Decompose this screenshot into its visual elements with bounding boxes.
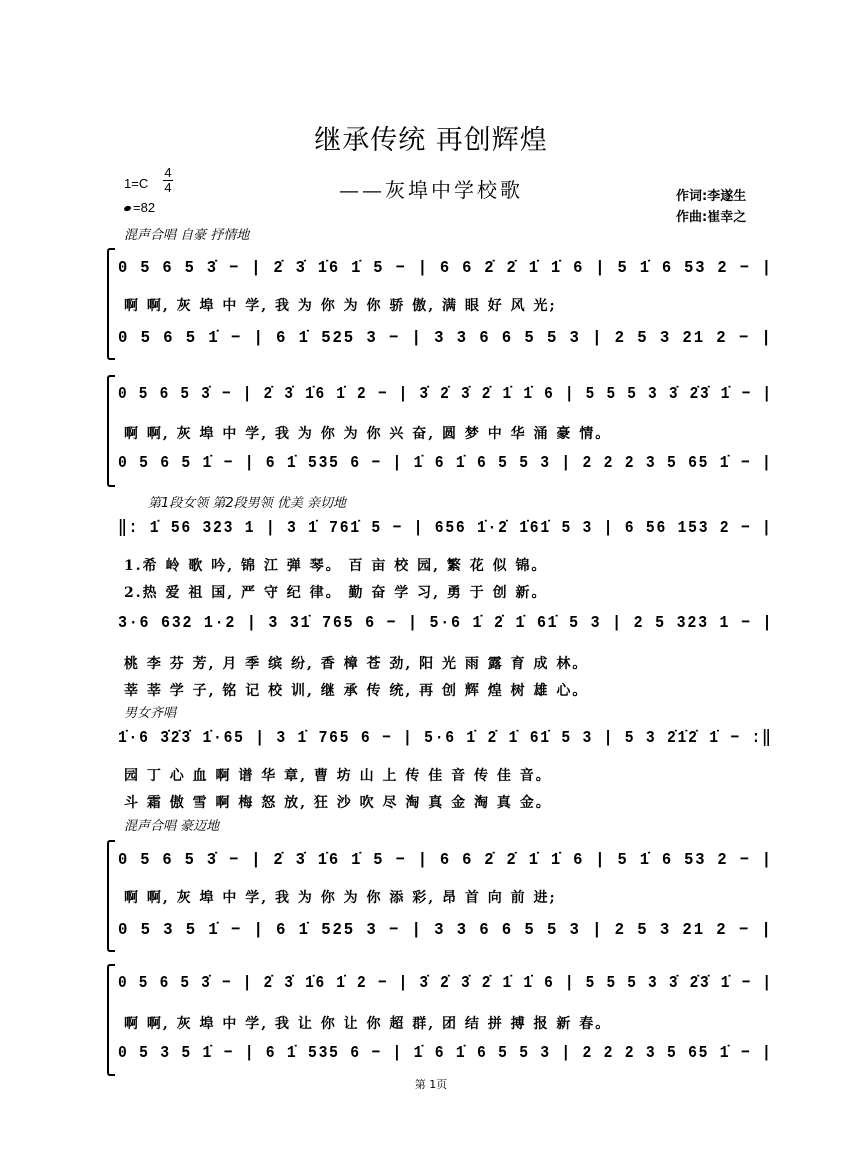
song-title: 继承传统 再创辉煌 <box>314 125 548 156</box>
lyricist-credit: 作词:李遂生 <box>676 189 747 204</box>
system-brace <box>107 248 115 360</box>
performance-direction: 男女齐唱 <box>124 706 177 721</box>
lyric-line: 莘 莘 学 子, 铭 记 校 训, 继 承 传 统, 再 创 辉 煌 树 雄 心。 <box>124 683 589 699</box>
composer-credit: 作曲:崔幸之 <box>676 210 747 225</box>
lyric-line: 啊 啊, 灰 埠 中 学, 我 让 你 让 你 超 群, 团 结 拼 搏 报 新 春。 <box>124 1016 612 1032</box>
key-signature: 1=C <box>124 176 149 191</box>
performance-direction: 混声合唱 豪迈地 <box>124 819 220 834</box>
melody-line: 0 5 6 5 3̇ − | 2̇ 3̇ 1̇6 1̇ 5 − | 6 6 2̇ 2̇ 1̇ 1̇ 6 | 5 1̇ 6 53 2 − | <box>118 259 773 278</box>
melody-line: ‖: 1̇ 56 323 1 | 3 1̇ 761̇ 5 − | 656 1̇·2̇ 1̇61̇ 5 3 | 6 56 153 2 − | <box>118 519 773 538</box>
lyric-line: 啊 啊, 灰 埠 中 学, 我 为 你 为 你 骄 傲, 满 眼 好 风 光; <box>124 298 557 314</box>
lyric-line: 啊 啊, 灰 埠 中 学, 我 为 你 为 你 兴 奋, 圆 梦 中 华 涌 豪 情。 <box>124 426 612 442</box>
performance-direction: 第1段女领 第2段男领 优美 亲切地 <box>148 496 346 511</box>
melody-line: 0 5 6 5 3̇ − | 2̇ 3̇ 1̇6 1̇ 2 − | 3̇ 2̇ 3̇ 2̇ 1̇ 1̇ 6 | 5 5 5 3 3̇ 2̇3̇ 1̇ − | <box>118 974 773 993</box>
system-brace <box>107 375 115 487</box>
song-subtitle: ——灰埠中学校歌 <box>339 178 523 202</box>
melody-line: 0 5 6 5 3̇ − | 2̇ 3̇ 1̇6 1̇ 5 − | 6 6 2̇ 2̇ 1̇ 1̇ 6 | 5 1̇ 6 53 2 − | <box>118 851 773 870</box>
melody-line: 3·6 632 1·2 | 3 31̇ 765 6 − | 5·6 1̇ 2̇ 1̇ 61̇ 5 3 | 2 5 323 1 − | <box>118 614 774 633</box>
lyric-line: 啊 啊, 灰 埠 中 学, 我 为 你 为 你 添 彩, 昂 首 向 前 进; <box>124 890 557 906</box>
performance-direction: 混声合唱 自豪 抒情地 <box>124 228 250 243</box>
system-brace <box>107 840 115 952</box>
lyric-line: 斗 霜 傲 雪 啊 梅 怒 放, 狂 沙 吹 尽 淘 真 金 淘 真 金。 <box>124 795 552 811</box>
time-signature <box>161 166 175 195</box>
time-signature-top: 4 <box>164 165 172 180</box>
tempo-marking <box>124 200 155 215</box>
melody-line: 0 5 3 5 1̇ − | 6 1̇ 525 3 − | 3 3 6 6 5 5 3 | 2 5 3 21 2 − | <box>118 921 773 940</box>
tempo-value: =82 <box>133 200 156 215</box>
melody-line: 0 5 6 5 3̇ − | 2̇ 3̇ 1̇6 1̇ 2 − | 3̇ 2̇ 3̇ 2̇ 1̇ 1̇ 6 | 5 5 5 3 3̇ 2̇3̇ 1̇ − | <box>118 385 773 404</box>
lyric-line: 桃 李 芬 芳, 月 季 缤 纷, 香 樟 苍 劲, 阳 光 雨 露 育 成 林。 <box>124 656 589 672</box>
page-number: 第 1页 <box>414 1078 448 1091</box>
lyric-line: 2.热 爱 祖 国, 严 守 纪 律。 勤 奋 学 习, 勇 于 创 新。 <box>124 585 548 601</box>
quarter-note-icon <box>123 205 131 212</box>
melody-line: 0 5 6 5 1̇ − | 6 1̇ 535 6 − | 1̇ 6 1̇ 6 5 5 3 | 2 2 2 3 5 65 1̇ − | <box>118 454 773 473</box>
melody-line: 0 5 3 5 1̇ − | 6 1̇ 535 6 − | 1̇ 6 1̇ 6 5 5 3 | 2 2 2 3 5 65 1̇ − | <box>118 1044 773 1063</box>
time-signature-bottom: 4 <box>164 180 172 195</box>
melody-line: 1̇·6 3̇2̇3̇ 1̇·65 | 3 1̇ 765 6 − | 5·6 1̇ 2̇ 1̇ 61̇ 5 3 | 5 3 2̇1̇2̇ 1̇ − :‖ <box>118 729 773 748</box>
melody-line: 0 5 6 5 1̇ − | 6 1̇ 525 3 − | 3 3 6 6 5 5 3 | 2 5 3 21 2 − | <box>118 329 773 348</box>
system-brace <box>107 964 115 1076</box>
lyric-line: 1.希 岭 歌 吟, 锦 江 弹 琴。 百 亩 校 园, 繁 花 似 锦。 <box>124 558 548 574</box>
lyric-line: 园 丁 心 血 啊 谱 华 章, 曹 坊 山 上 传 佳 音 传 佳 音。 <box>124 768 552 784</box>
